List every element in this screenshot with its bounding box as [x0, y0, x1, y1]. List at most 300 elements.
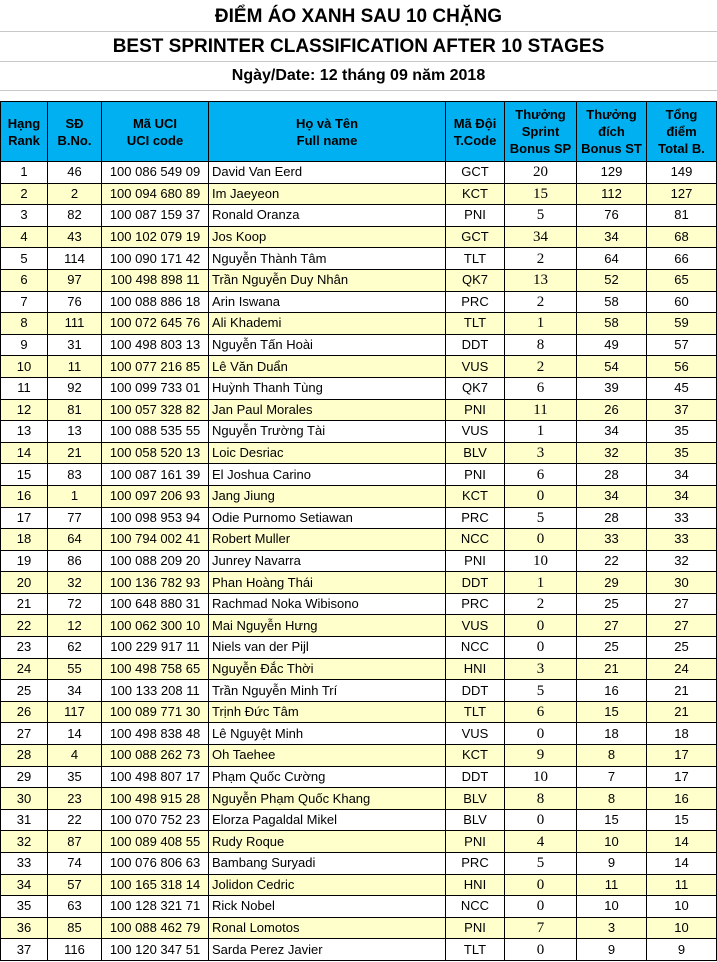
name-cell: Nguyễn Thành Tâm [209, 248, 446, 270]
rank-cell: 1 [1, 162, 48, 184]
team-code-cell: BLV [446, 442, 505, 464]
title-vietnamese: ĐIỂM ÁO XANH SAU 10 CHẶNG [214, 6, 503, 27]
uci-code-cell: 100 087 159 37 [102, 205, 209, 227]
finish-bonus-cell: 26 [577, 399, 647, 421]
table-row [1, 658, 717, 680]
bib-cell: 92 [48, 377, 102, 399]
header-finish-bonus: Thưởng đích Bonus ST [577, 102, 647, 162]
name-cell: Phan Hoàng Thái [209, 572, 446, 594]
total-cell: 35 [647, 442, 717, 464]
sprint-bonus-cell: 0 [505, 809, 577, 831]
total-cell: 16 [647, 788, 717, 810]
name-cell: Ronal Lomotos [209, 917, 446, 939]
name-cell: Oh Taehee [209, 745, 446, 767]
table-row [1, 291, 717, 313]
total-cell: 11 [647, 874, 717, 896]
uci-code-cell: 100 077 216 85 [102, 356, 209, 378]
sprint-bonus-cell: 3 [505, 658, 577, 680]
bib-cell: 72 [48, 593, 102, 615]
total-cell: 27 [647, 615, 717, 637]
rank-cell: 12 [1, 399, 48, 421]
bib-cell: 85 [48, 917, 102, 939]
table-row [1, 442, 717, 464]
total-cell: 59 [647, 313, 717, 335]
finish-bonus-cell: 7 [577, 766, 647, 788]
rank-cell: 3 [1, 205, 48, 227]
sprint-bonus-cell: 34 [505, 226, 577, 248]
team-code-cell: PNI [446, 464, 505, 486]
rank-cell: 18 [1, 529, 48, 551]
team-code-cell: BLV [446, 788, 505, 810]
sprint-bonus-cell: 6 [505, 377, 577, 399]
table-row [1, 766, 717, 788]
bib-cell: 22 [48, 809, 102, 831]
finish-bonus-cell: 129 [577, 162, 647, 184]
finish-bonus-cell: 112 [577, 183, 647, 205]
bib-cell: 34 [48, 680, 102, 702]
title-divider [0, 61, 717, 62]
name-cell: Trần Nguyễn Minh Trí [209, 680, 446, 702]
team-code-cell: TLT [446, 701, 505, 723]
table-row [1, 593, 717, 615]
sprint-bonus-cell: 10 [505, 550, 577, 572]
sprint-bonus-cell: 15 [505, 183, 577, 205]
rank-cell: 29 [1, 766, 48, 788]
rank-cell: 37 [1, 939, 48, 961]
table-row [1, 507, 717, 529]
name-cell: Nguyễn Tấn Hoài [209, 334, 446, 356]
finish-bonus-cell: 11 [577, 874, 647, 896]
name-cell: Bambang Suryadi [209, 853, 446, 875]
table-body [1, 162, 717, 961]
title-divider [0, 31, 717, 32]
rank-cell: 16 [1, 485, 48, 507]
finish-bonus-cell: 15 [577, 701, 647, 723]
finish-bonus-cell: 58 [577, 313, 647, 335]
bib-cell: 83 [48, 464, 102, 486]
header-name: Họ và Tên Full name [209, 102, 446, 162]
uci-code-cell: 100 136 782 93 [102, 572, 209, 594]
total-cell: 35 [647, 421, 717, 443]
rank-cell: 20 [1, 572, 48, 594]
table-row [1, 269, 717, 291]
name-cell: Trịnh Đức Tâm [209, 701, 446, 723]
bib-cell: 55 [48, 658, 102, 680]
sprint-bonus-cell: 3 [505, 442, 577, 464]
uci-code-cell: 100 133 208 11 [102, 680, 209, 702]
total-cell: 10 [647, 917, 717, 939]
rank-cell: 34 [1, 874, 48, 896]
total-cell: 14 [647, 831, 717, 853]
uci-code-cell: 100 794 002 41 [102, 529, 209, 551]
rank-cell: 28 [1, 745, 48, 767]
team-code-cell: VUS [446, 356, 505, 378]
sprint-bonus-cell: 0 [505, 637, 577, 659]
finish-bonus-cell: 34 [577, 421, 647, 443]
sprint-bonus-cell: 7 [505, 917, 577, 939]
table-row [1, 572, 717, 594]
uci-code-cell: 100 099 733 01 [102, 377, 209, 399]
bib-cell: 86 [48, 550, 102, 572]
total-cell: 14 [647, 853, 717, 875]
total-cell: 32 [647, 550, 717, 572]
bib-cell: 64 [48, 529, 102, 551]
uci-code-cell: 100 076 806 63 [102, 853, 209, 875]
finish-bonus-cell: 54 [577, 356, 647, 378]
team-code-cell: QK7 [446, 269, 505, 291]
table-row [1, 248, 717, 270]
rank-cell: 27 [1, 723, 48, 745]
total-cell: 27 [647, 593, 717, 615]
name-cell: David Van Eerd [209, 162, 446, 184]
team-code-cell: PNI [446, 399, 505, 421]
bib-cell: 43 [48, 226, 102, 248]
sprint-bonus-cell: 6 [505, 701, 577, 723]
sprint-bonus-cell: 2 [505, 291, 577, 313]
team-code-cell: VUS [446, 615, 505, 637]
bib-cell: 63 [48, 896, 102, 918]
total-cell: 57 [647, 334, 717, 356]
name-cell: Rick Nobel [209, 896, 446, 918]
team-code-cell: VUS [446, 723, 505, 745]
header-uci: Mã UCI UCI code [102, 102, 209, 162]
team-code-cell: PNI [446, 831, 505, 853]
rank-cell: 26 [1, 701, 48, 723]
sprint-bonus-cell: 2 [505, 248, 577, 270]
finish-bonus-cell: 49 [577, 334, 647, 356]
table-row [1, 788, 717, 810]
rank-cell: 14 [1, 442, 48, 464]
bib-cell: 31 [48, 334, 102, 356]
team-code-cell: GCT [446, 226, 505, 248]
sprint-bonus-cell: 2 [505, 593, 577, 615]
uci-code-cell: 100 088 535 55 [102, 421, 209, 443]
team-code-cell: NCC [446, 529, 505, 551]
table-row [1, 637, 717, 659]
bib-cell: 14 [48, 723, 102, 745]
table-row [1, 334, 717, 356]
bib-cell: 1 [48, 485, 102, 507]
name-cell: Ali Khademi [209, 313, 446, 335]
uci-code-cell: 100 089 408 55 [102, 831, 209, 853]
table-row [1, 183, 717, 205]
table-row [1, 701, 717, 723]
total-cell: 30 [647, 572, 717, 594]
team-code-cell: DDT [446, 766, 505, 788]
team-code-cell: PNI [446, 550, 505, 572]
finish-bonus-cell: 76 [577, 205, 647, 227]
team-code-cell: HNI [446, 658, 505, 680]
sprint-bonus-cell: 1 [505, 572, 577, 594]
uci-code-cell: 100 088 462 79 [102, 917, 209, 939]
team-code-cell: PNI [446, 205, 505, 227]
uci-code-cell: 100 097 206 93 [102, 485, 209, 507]
uci-code-cell: 100 088 886 18 [102, 291, 209, 313]
bib-cell: 97 [48, 269, 102, 291]
rank-cell: 25 [1, 680, 48, 702]
name-cell: Jan Paul Morales [209, 399, 446, 421]
name-cell: Jos Koop [209, 226, 446, 248]
finish-bonus-cell: 3 [577, 917, 647, 939]
bib-cell: 82 [48, 205, 102, 227]
bib-cell: 81 [48, 399, 102, 421]
total-cell: 24 [647, 658, 717, 680]
total-cell: 15 [647, 809, 717, 831]
rank-cell: 31 [1, 809, 48, 831]
table-row [1, 917, 717, 939]
team-code-cell: NCC [446, 896, 505, 918]
rank-cell: 21 [1, 593, 48, 615]
sprinter-table [0, 101, 717, 961]
finish-bonus-cell: 8 [577, 745, 647, 767]
sprint-bonus-cell: 5 [505, 507, 577, 529]
title-english: BEST SPRINTER CLASSIFICATION AFTER 10 STAGES [112, 36, 605, 57]
header-sprint-bonus: Thưởng Sprint Bonus SP [505, 102, 577, 162]
total-cell: 127 [647, 183, 717, 205]
name-cell: Mai Nguyễn Hưng [209, 615, 446, 637]
total-cell: 17 [647, 745, 717, 767]
rank-cell: 22 [1, 615, 48, 637]
table-row [1, 529, 717, 551]
bib-cell: 87 [48, 831, 102, 853]
team-code-cell: DDT [446, 572, 505, 594]
header-team: Mã Đội T.Code [446, 102, 505, 162]
name-cell: Lê Văn Duẩn [209, 356, 446, 378]
rank-cell: 8 [1, 313, 48, 335]
rank-cell: 33 [1, 853, 48, 875]
total-cell: 149 [647, 162, 717, 184]
name-cell: Odie Purnomo Setiawan [209, 507, 446, 529]
title-block [0, 0, 717, 101]
team-code-cell: KCT [446, 183, 505, 205]
total-cell: 21 [647, 680, 717, 702]
uci-code-cell: 100 094 680 89 [102, 183, 209, 205]
table-row [1, 356, 717, 378]
total-cell: 34 [647, 464, 717, 486]
total-cell: 81 [647, 205, 717, 227]
table-row [1, 377, 717, 399]
total-cell: 25 [647, 637, 717, 659]
uci-code-cell: 100 090 171 42 [102, 248, 209, 270]
sprint-bonus-cell: 0 [505, 485, 577, 507]
header-rank: Hạng Rank [1, 102, 48, 162]
finish-bonus-cell: 34 [577, 226, 647, 248]
uci-code-cell: 100 648 880 31 [102, 593, 209, 615]
rank-cell: 13 [1, 421, 48, 443]
team-code-cell: NCC [446, 637, 505, 659]
total-cell: 45 [647, 377, 717, 399]
finish-bonus-cell: 25 [577, 593, 647, 615]
team-code-cell: TLT [446, 313, 505, 335]
finish-bonus-cell: 22 [577, 550, 647, 572]
bib-cell: 23 [48, 788, 102, 810]
name-cell: Rudy Roque [209, 831, 446, 853]
uci-code-cell: 100 098 953 94 [102, 507, 209, 529]
finish-bonus-cell: 21 [577, 658, 647, 680]
uci-code-cell: 100 498 807 17 [102, 766, 209, 788]
rank-cell: 23 [1, 637, 48, 659]
uci-code-cell: 100 058 520 13 [102, 442, 209, 464]
table-row [1, 874, 717, 896]
sprint-bonus-cell: 4 [505, 831, 577, 853]
table-row [1, 615, 717, 637]
sprint-bonus-cell: 8 [505, 334, 577, 356]
sprint-bonus-cell: 0 [505, 529, 577, 551]
name-cell: Jang Jiung [209, 485, 446, 507]
name-cell: Nguyễn Đắc Thời [209, 658, 446, 680]
header-bib: SĐ B.No. [48, 102, 102, 162]
uci-code-cell: 100 072 645 76 [102, 313, 209, 335]
finish-bonus-cell: 8 [577, 788, 647, 810]
name-cell: Rachmad Noka Wibisono [209, 593, 446, 615]
total-cell: 34 [647, 485, 717, 507]
finish-bonus-cell: 9 [577, 939, 647, 961]
rank-cell: 36 [1, 917, 48, 939]
bib-cell: 21 [48, 442, 102, 464]
team-code-cell: VUS [446, 421, 505, 443]
total-cell: 10 [647, 896, 717, 918]
title-divider [0, 90, 717, 91]
rank-cell: 9 [1, 334, 48, 356]
finish-bonus-cell: 32 [577, 442, 647, 464]
total-cell: 66 [647, 248, 717, 270]
rank-cell: 4 [1, 226, 48, 248]
team-code-cell: TLT [446, 939, 505, 961]
sprint-bonus-cell: 2 [505, 356, 577, 378]
uci-code-cell: 100 086 549 09 [102, 162, 209, 184]
bib-cell: 62 [48, 637, 102, 659]
rank-cell: 30 [1, 788, 48, 810]
bib-cell: 46 [48, 162, 102, 184]
name-cell: Lê Nguyệt Minh [209, 723, 446, 745]
uci-code-cell: 100 088 209 20 [102, 550, 209, 572]
sprint-bonus-cell: 0 [505, 896, 577, 918]
finish-bonus-cell: 18 [577, 723, 647, 745]
uci-code-cell: 100 165 318 14 [102, 874, 209, 896]
bib-cell: 13 [48, 421, 102, 443]
rank-cell: 17 [1, 507, 48, 529]
uci-code-cell: 100 498 758 65 [102, 658, 209, 680]
sprint-bonus-cell: 0 [505, 939, 577, 961]
total-cell: 21 [647, 701, 717, 723]
finish-bonus-cell: 16 [577, 680, 647, 702]
finish-bonus-cell: 9 [577, 853, 647, 875]
name-cell: Elorza Pagaldal Mikel [209, 809, 446, 831]
table-row [1, 939, 717, 961]
table-row [1, 421, 717, 443]
finish-bonus-cell: 28 [577, 464, 647, 486]
name-cell: Ronald Oranza [209, 205, 446, 227]
name-cell: Nguyễn Trường Tài [209, 421, 446, 443]
uci-code-cell: 100 089 771 30 [102, 701, 209, 723]
finish-bonus-cell: 58 [577, 291, 647, 313]
rank-cell: 19 [1, 550, 48, 572]
table-row [1, 831, 717, 853]
finish-bonus-cell: 10 [577, 831, 647, 853]
uci-code-cell: 100 102 079 19 [102, 226, 209, 248]
uci-code-cell: 100 087 161 39 [102, 464, 209, 486]
finish-bonus-cell: 33 [577, 529, 647, 551]
name-cell: Sarda Perez Javier [209, 939, 446, 961]
sprint-bonus-cell: 5 [505, 205, 577, 227]
name-cell: Robert Muller [209, 529, 446, 551]
sprint-bonus-cell: 10 [505, 766, 577, 788]
team-code-cell: PRC [446, 853, 505, 875]
name-cell: Niels van der Pijl [209, 637, 446, 659]
team-code-cell: TLT [446, 248, 505, 270]
table-row [1, 853, 717, 875]
name-cell: Junrey Navarra [209, 550, 446, 572]
table-row [1, 485, 717, 507]
table-row [1, 162, 717, 184]
sprint-bonus-cell: 5 [505, 853, 577, 875]
bib-cell: 111 [48, 313, 102, 335]
total-cell: 68 [647, 226, 717, 248]
uci-code-cell: 100 062 300 10 [102, 615, 209, 637]
total-cell: 33 [647, 507, 717, 529]
rank-cell: 32 [1, 831, 48, 853]
sprint-bonus-cell: 6 [505, 464, 577, 486]
sprint-bonus-cell: 11 [505, 399, 577, 421]
uci-code-cell: 100 120 347 51 [102, 939, 209, 961]
table-row [1, 550, 717, 572]
bib-cell: 32 [48, 572, 102, 594]
name-cell: Nguyễn Phạm Quốc Khang [209, 788, 446, 810]
sprint-bonus-cell: 0 [505, 874, 577, 896]
rank-cell: 2 [1, 183, 48, 205]
finish-bonus-cell: 34 [577, 485, 647, 507]
uci-code-cell: 100 498 915 28 [102, 788, 209, 810]
bib-cell: 74 [48, 853, 102, 875]
rank-cell: 15 [1, 464, 48, 486]
table-row [1, 226, 717, 248]
total-cell: 56 [647, 356, 717, 378]
sprint-bonus-cell: 1 [505, 313, 577, 335]
uci-code-cell: 100 057 328 82 [102, 399, 209, 421]
uci-code-cell: 100 070 752 23 [102, 809, 209, 831]
bib-cell: 11 [48, 356, 102, 378]
finish-bonus-cell: 15 [577, 809, 647, 831]
finish-bonus-cell: 52 [577, 269, 647, 291]
header-total: Tổng điểm Total B. [647, 102, 717, 162]
finish-bonus-cell: 10 [577, 896, 647, 918]
uci-code-cell: 100 229 917 11 [102, 637, 209, 659]
team-code-cell: BLV [446, 809, 505, 831]
team-code-cell: PRC [446, 291, 505, 313]
sprint-bonus-cell: 8 [505, 788, 577, 810]
team-code-cell: HNI [446, 874, 505, 896]
rank-cell: 6 [1, 269, 48, 291]
sprint-bonus-cell: 0 [505, 723, 577, 745]
rank-cell: 7 [1, 291, 48, 313]
table-row [1, 680, 717, 702]
team-code-cell: KCT [446, 485, 505, 507]
table-row [1, 399, 717, 421]
table-row [1, 723, 717, 745]
name-cell: Trần Nguyễn Duy Nhân [209, 269, 446, 291]
table-row [1, 809, 717, 831]
bib-cell: 114 [48, 248, 102, 270]
team-code-cell: PNI [446, 917, 505, 939]
team-code-cell: DDT [446, 334, 505, 356]
total-cell: 9 [647, 939, 717, 961]
name-cell: Jolidon Cedric [209, 874, 446, 896]
table-row [1, 745, 717, 767]
rank-cell: 5 [1, 248, 48, 270]
rank-cell: 24 [1, 658, 48, 680]
team-code-cell: QK7 [446, 377, 505, 399]
table-row [1, 896, 717, 918]
